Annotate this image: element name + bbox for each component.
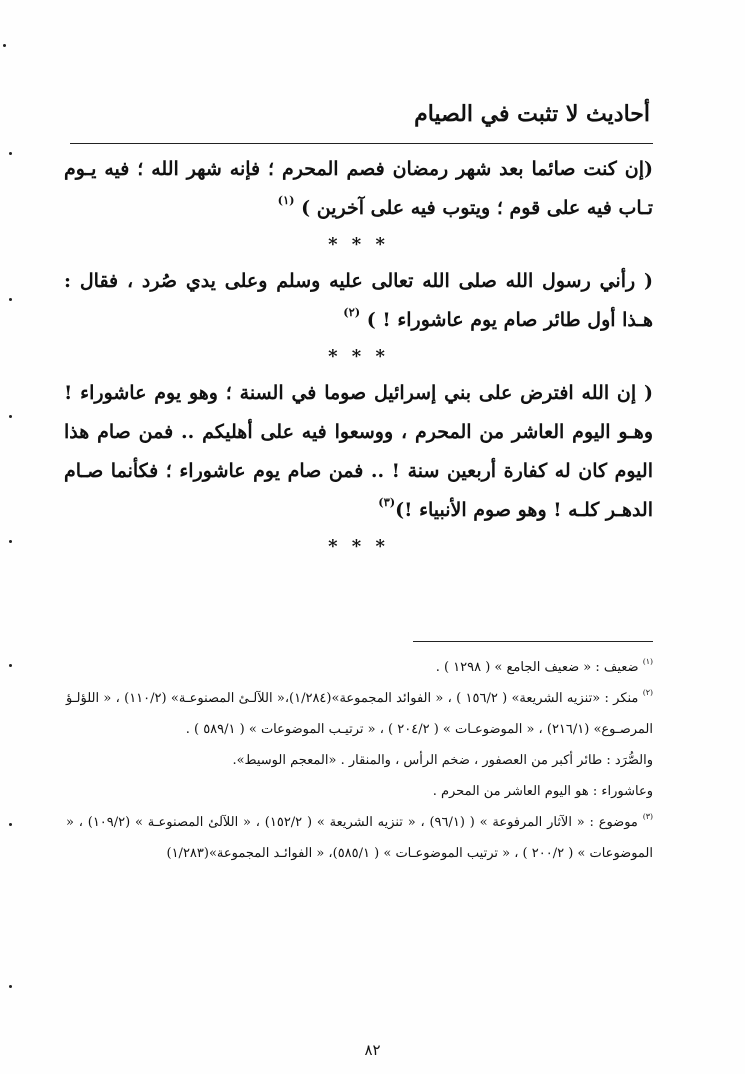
scan-mark — [3, 44, 6, 47]
page-number: ٨٢ — [364, 1041, 381, 1059]
footnote-3 — [66, 807, 653, 869]
hadith-3 — [64, 374, 653, 530]
footnote-text: والصُّرَد : طائر أكبر من العصفور ، ضخم الرأس ، والمنقار . «المعجم الوسيط». — [232, 753, 653, 768]
main-text — [64, 150, 653, 564]
footnote-2-gloss-ashura — [66, 776, 653, 807]
footnote-number: (٣) — [642, 811, 653, 821]
footnote-1 — [66, 652, 653, 683]
scan-mark — [9, 985, 12, 988]
hadith-text: ( إن الله افترض على بني إسرائيل صوما في السنة ؛ وهو يوم عاشوراء ! وهـو اليوم العاشر من المحرم ، ووسعوا فيه على أهليكم .. فمن صام هذا اليوم كان له كفارة أربعين سنة ! .. فمن صام يوم عاشوراء ؛ فكأنما صـام الدهـر كلـه ! وهو صوم الأنبياء !) — [64, 382, 653, 521]
header-divider — [70, 143, 653, 144]
footnote-text: موضوع : « الآثار المرفوعة » ( (٩٦/١) ، « تنزيه الشريعة » ( ١٥٢/٢) ، « اللآلئ المصنوعـة » (١٠٩/٢) ، « الموضوعات » ( ٢٠٠/٢ ) ، « ترتيب الموضوعـات » ( ٥٨٥/١)، « الفوائـد المجموعة»(١/٢٨٣) — [66, 815, 653, 861]
hadith-text: (إن كنت صائما بعد شهر رمضان فصم المحرم ؛ فإنه شهر الله ؛ فيه يـوم تـاب فيه على قوم ؛ ويتوب فيه على آخرين ) — [64, 158, 653, 219]
footnote-text: ضعيف : « ضعيف الجامع » ( ١٢٩٨ ) . — [435, 660, 643, 675]
footnote-text: منكر : «تنزيه الشريعة» ( ١٥٦/٢ ) ، « الفوائد المجموعة»(١/٢٨٤)،« اللآلـئ المصنوعـة» (١١٠/٢) ، « اللؤلـؤ المرصـوع» (٢١٦/١) ، « الموضوعـات » ( ٢٠٤/٢ ) ، « ترتيـب الموضوعات » ( ٥٨٩/١ ) . — [66, 691, 653, 737]
footnote-reference: (١) — [277, 192, 295, 207]
footnote-reference: (٢) — [343, 304, 361, 319]
footnote-number: (١) — [642, 656, 653, 666]
footnote-reference: (٣) — [378, 494, 396, 509]
running-header-title: أحاديث لا تثبت في الصيام — [414, 101, 650, 127]
scan-mark — [9, 298, 12, 301]
footnote-divider — [413, 641, 653, 642]
footnote-text: وعاشوراء : هو اليوم العاشر من المحرم . — [432, 784, 653, 799]
scan-mark — [9, 415, 12, 418]
hadith-1 — [64, 150, 653, 228]
hadith-text: ( رأني رسول الله صلى الله تعالى عليه وسلم وعلى يدي صُرد ، فقال : هـذا أول طائر صام يوم عاشوراء ! ) — [64, 270, 653, 331]
scan-mark — [9, 664, 12, 667]
scan-mark — [9, 823, 12, 826]
scan-mark — [9, 152, 12, 155]
footnotes — [66, 652, 653, 869]
section-separator: * * * — [328, 234, 389, 255]
hadith-2 — [64, 262, 653, 340]
section-separator: * * * — [328, 536, 389, 557]
footnote-2 — [66, 683, 653, 745]
section-separator: * * * — [328, 346, 389, 367]
footnote-number: (٢) — [642, 687, 653, 697]
footnote-2-gloss-surad — [66, 745, 653, 776]
scan-mark — [9, 540, 12, 543]
